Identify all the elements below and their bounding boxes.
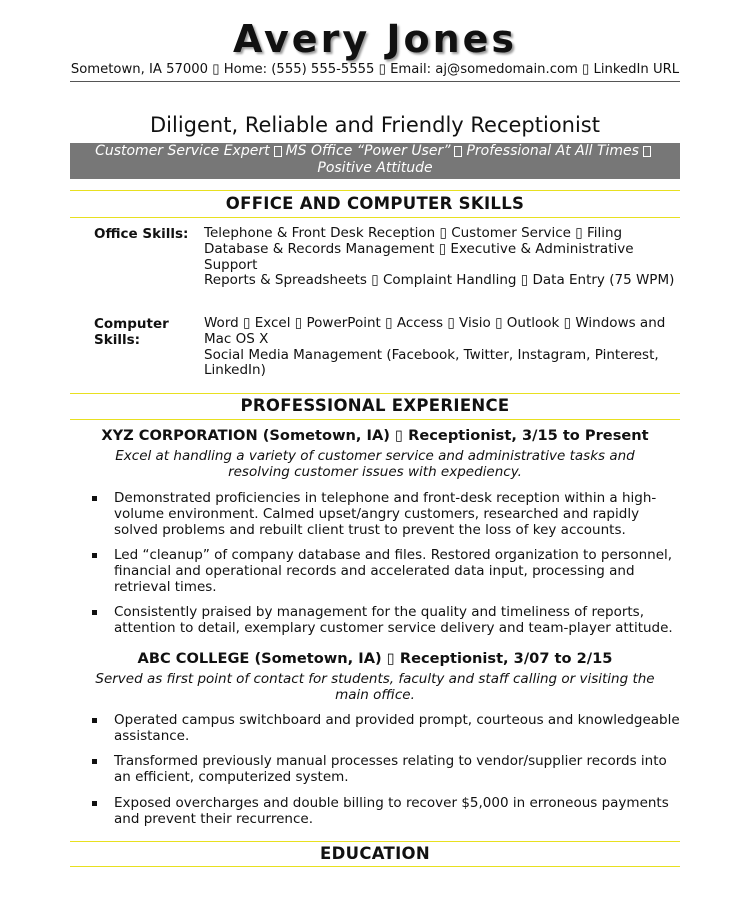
section-rule — [70, 419, 680, 420]
skills-line: Telephone & Front Desk Reception ▯ Customer Service ▯ Filing — [204, 225, 623, 241]
job-heading: XYZ CORPORATION (Sometown, IA) ▯ Receptionist, 3/15 to Present — [101, 427, 649, 444]
skills-line: Word ▯ Excel ▯ PowerPoint ▯ Access ▯ Visio ▯ Outlook ▯ Windows and Mac OS X — [204, 315, 666, 347]
list-item — [114, 712, 684, 744]
resume-headline: Diligent, Reliable and Friendly Receptionist — [150, 113, 600, 137]
contact-line: Sometown, IA 57000 ▯ Home: (555) 555-5555 ▯ Email: aj@somedomain.com ▯ LinkedIn URL — [70, 62, 680, 77]
bullet-icon — [92, 610, 97, 615]
computer-skills-label: Computer Skills: — [94, 316, 169, 348]
separator-icon — [454, 146, 462, 157]
bullet-icon — [92, 553, 97, 558]
tagline-item: Professional At All Times — [466, 143, 639, 159]
section-rule — [70, 217, 680, 218]
bullet-text: Consistently praised by management for the quality and timeliness of reports, attention to detail, exemplary customer service delivery and team-player attitude. — [114, 604, 673, 636]
bullet-text: Led “cleanup” of company database and files. Restored organization to personnel, financial and operational records and accelerated data input, processing and retrieval times. — [114, 547, 673, 595]
separator-icon — [274, 146, 282, 157]
tagline-item: MS Office “Power User” — [285, 143, 451, 159]
skills-line: Social Media Management (Facebook, Twitter, Instagram, Pinterest, LinkedIn) — [204, 346, 659, 379]
job-summary: Served as first point of contact for students, faculty and staff calling or visiting the main office. — [95, 671, 655, 703]
bullet-icon — [92, 496, 97, 501]
list-item — [114, 604, 684, 636]
office-skills-list — [204, 226, 684, 289]
computer-skills-list — [204, 316, 684, 379]
bullet-icon — [92, 759, 97, 764]
bullet-text: Transformed previously manual processes relating to vendor/supplier records into an efficient, computerized system. — [114, 753, 667, 785]
tagline-item: Customer Service Expert — [95, 143, 270, 159]
section-rule — [70, 393, 680, 394]
skills-line: Reports & Spreadsheets ▯ Complaint Handling ▯ Data Entry (75 WPM) — [204, 272, 675, 289]
job-summary: Excel at handling a variety of customer service and administrative tasks and resolving customer issues with expediency. — [115, 448, 635, 480]
bullet-text: Operated campus switchboard and provided prompt, courteous and knowledgeable assistance. — [114, 712, 680, 744]
header-divider — [70, 81, 680, 82]
tagline-bar — [70, 143, 680, 179]
office-skills-label: Office Skills: — [94, 226, 189, 242]
section-rule — [70, 866, 680, 867]
bullet-icon — [92, 801, 97, 806]
list-item — [114, 795, 684, 827]
experience-section-title: PROFESSIONAL EXPERIENCE — [240, 396, 510, 415]
bullet-text: Exposed overcharges and double billing to recover $5,000 in erroneous payments and prevent their recurrence. — [114, 795, 669, 827]
separator-icon — [643, 146, 651, 157]
bullet-icon — [92, 718, 97, 723]
candidate-name: Avery Jones — [232, 17, 518, 61]
section-rule — [70, 190, 680, 191]
tagline-item: Positive Attitude — [317, 160, 433, 176]
bullet-text: Demonstrated proficiencies in telephone and front-desk reception within a high-volume environment. Calmed upset/angry customers, researched and rapidly solved problems and rebuilt client trust to prevent the loss of key accounts. — [114, 490, 657, 538]
skills-section-title: OFFICE AND COMPUTER SKILLS — [225, 194, 525, 213]
list-item — [114, 547, 684, 595]
list-item — [114, 490, 684, 538]
section-rule — [70, 841, 680, 842]
list-item — [114, 753, 684, 785]
job-heading: ABC COLLEGE (Sometown, IA) ▯ Receptionist, 3/07 to 2/15 — [137, 650, 613, 667]
education-section-title: EDUCATION — [320, 844, 430, 863]
skills-line: Database & Records Management ▯ Executive & Administrative Support — [204, 240, 634, 273]
